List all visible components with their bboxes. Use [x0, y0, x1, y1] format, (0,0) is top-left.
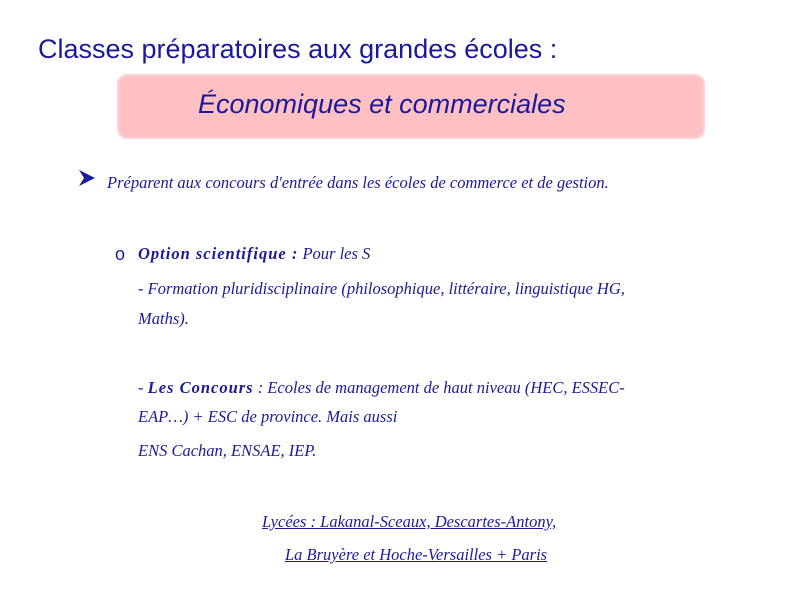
concours-prefix: - — [138, 378, 148, 397]
lycees-link-1[interactable]: Lycées : Lakanal-Sceaux, Descartes-Antony, — [262, 512, 557, 531]
concours-line-3: ENS Cachan, ENSAE, IEP. — [138, 441, 317, 460]
option-text: Pour les S — [298, 244, 371, 263]
formation-line-2: Maths). — [138, 309, 189, 328]
arrow-bullet-icon — [78, 169, 96, 187]
concours-rest: : Ecoles de management de haut niveau (HEC, ESSEC- — [253, 378, 625, 397]
option-label: Option scientifique : — [138, 244, 299, 263]
subtitle-banner-text: Économiques et commerciales — [198, 89, 566, 119]
bullet-text: Préparent aux concours d'entrée dans les écoles de commerce et de gestion. — [107, 173, 609, 192]
option-line — [138, 244, 370, 264]
concours-label: Les Concours — [147, 378, 254, 397]
concours-line-1 — [138, 378, 625, 398]
formation-line-1: - Formation pluridisciplinaire (philosophique, littéraire, linguistique HG, — [138, 279, 625, 298]
lycees-link-2[interactable]: La Bruyère et Hoche-Versailles + Paris — [285, 545, 548, 564]
option-bullet: o — [115, 244, 126, 264]
concours-line-2: EAP…) + ESC de province. Mais aussi — [138, 407, 398, 426]
slide-title: Classes préparatoires aux grandes écoles : — [38, 34, 558, 64]
